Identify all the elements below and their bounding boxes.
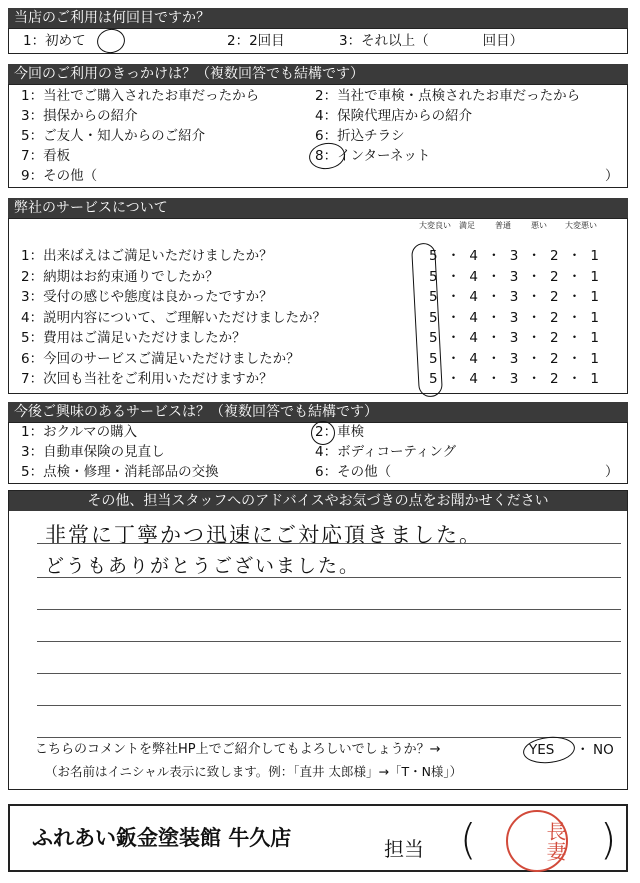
section2-title: 今回のご利用のきっかけは？（複数回答でも結構です） xyxy=(14,66,364,82)
rating-option[interactable]: 4 xyxy=(469,248,478,264)
question-7: 7：次回も当社をご利用いただけますか？ xyxy=(21,371,273,387)
publish-yes[interactable]: YES xyxy=(529,742,555,758)
rating-scale-6 xyxy=(429,350,599,368)
rating-option[interactable]: 2 xyxy=(550,309,559,326)
trigger-item-8-circle xyxy=(307,141,346,172)
interest-item-6-close: ） xyxy=(605,464,619,480)
staff-seal xyxy=(506,810,568,872)
rating-option[interactable]: 3 xyxy=(509,350,519,367)
rating-option[interactable]: 2 xyxy=(550,248,559,264)
interest-item-2-circle xyxy=(311,421,335,445)
rating-option[interactable]: 3 xyxy=(509,289,519,305)
rating-separator: ・ xyxy=(446,330,461,346)
question-5: 5：費用はご満足いただけましたか？ xyxy=(21,330,246,346)
rating-option[interactable]: 3 xyxy=(509,309,519,326)
rating-separator: ・ xyxy=(567,371,582,387)
rating-option[interactable]: 3 xyxy=(509,248,519,264)
rating-option[interactable]: 1 xyxy=(590,268,599,285)
rating-separator: ・ xyxy=(487,350,501,367)
rating-option[interactable]: 4 xyxy=(469,289,478,305)
section1-box xyxy=(8,28,628,54)
rating-separator: ・ xyxy=(527,289,541,305)
rating-separator: ・ xyxy=(527,350,541,367)
rating-separator: ・ xyxy=(487,289,501,305)
shop-name: ふれあい鈑金塗装館 牛久店 xyxy=(32,826,292,850)
initial-note: （お名前はイニシャル表示に致します。例：「直井 太郎様」→「T・N様」） xyxy=(45,764,463,779)
rating-option[interactable]: 5 xyxy=(429,289,438,305)
section4-box xyxy=(8,422,628,484)
rating-option[interactable]: 4 xyxy=(469,268,478,285)
trigger-item-8[interactable]: 8：インターネット xyxy=(315,148,431,164)
rating-option[interactable]: 4 xyxy=(469,309,478,326)
comment-rule xyxy=(37,705,621,706)
rating-scale-7 xyxy=(429,370,599,388)
section4-header xyxy=(8,402,628,422)
rating-scale-4 xyxy=(429,309,599,327)
rating-option[interactable]: 1 xyxy=(590,330,599,346)
rating-scale-1 xyxy=(429,247,599,265)
question-3: 3：受付の感じや態度は良かったですか？ xyxy=(21,289,273,305)
comment-rule xyxy=(37,641,621,642)
publish-no[interactable]: NO xyxy=(593,742,614,758)
comment-rule xyxy=(37,737,621,738)
rating-separator: ・ xyxy=(527,371,541,387)
section3-box xyxy=(8,218,628,394)
rating-separator: ・ xyxy=(527,248,541,264)
comment-rule xyxy=(37,543,621,544)
rating-separator: ・ xyxy=(567,248,582,264)
rating-option[interactable]: 5 xyxy=(429,268,438,285)
rating-option[interactable]: 4 xyxy=(469,350,478,367)
rating-separator: ・ xyxy=(527,268,541,285)
rating-option[interactable]: 5 xyxy=(429,248,438,264)
rating-separator: ・ xyxy=(487,371,501,387)
trigger-item-1[interactable]: 1：当社でご購入されたお車だったから xyxy=(21,88,260,104)
comment-rule xyxy=(37,673,621,674)
question-1: 1：出来ばえはご満足いただけましたか？ xyxy=(21,248,273,264)
rating-separator: ・ xyxy=(446,309,461,326)
trigger-item-7[interactable]: 7：看板 xyxy=(21,148,71,164)
section3-header xyxy=(8,198,628,218)
rating-option[interactable]: 2 xyxy=(550,330,559,346)
rating-separator: ・ xyxy=(567,330,582,346)
comment-line-1[interactable]: 非常に丁寧かつ迅速にご対応頂きました。 xyxy=(45,523,482,547)
rating-scale-5 xyxy=(429,329,599,347)
interest-item-6[interactable]: 6：その他（ xyxy=(315,464,392,480)
comment-rule xyxy=(37,609,621,610)
rating-option[interactable]: 1 xyxy=(590,289,599,305)
rating-5-circles xyxy=(411,242,443,397)
section1-header xyxy=(8,8,628,28)
section5-header xyxy=(9,491,627,511)
interest-item-2[interactable]: 2：車検 xyxy=(315,424,365,440)
scale-label-satisfied: 満足 xyxy=(459,221,475,230)
section2-box xyxy=(8,84,628,188)
trigger-item-5[interactable]: 5：ご友人・知人からのご紹介 xyxy=(21,128,206,144)
publish-yes-circle xyxy=(522,734,576,765)
staff-paren-close: ) xyxy=(600,815,617,864)
question-2: 2：納期はお約束通りでしたか？ xyxy=(21,268,219,285)
question-4: 4：説明内容について、ご理解いただけましたか？ xyxy=(21,309,327,326)
rating-option[interactable]: 5 xyxy=(429,309,438,326)
rating-separator: ・ xyxy=(527,330,541,346)
rating-scale-2 xyxy=(429,268,599,286)
scale-label-very-bad: 大変悪い xyxy=(565,221,597,230)
seal-text: 長妻 xyxy=(543,821,567,861)
rating-option[interactable]: 4 xyxy=(469,330,478,346)
trigger-item-2[interactable]: 2：当社で車検・点検されたお車だったから xyxy=(315,88,581,104)
visit-option-1-circle xyxy=(95,27,127,55)
rating-separator: ・ xyxy=(446,350,461,367)
rating-option[interactable]: 3 xyxy=(509,268,519,285)
rating-separator: ・ xyxy=(446,289,461,305)
section1-title: 当店のご利用は何回目ですか？ xyxy=(14,10,210,26)
visit-option-3[interactable]: 3：それ以上（ 回目） xyxy=(339,33,524,49)
trigger-item-9-close: ） xyxy=(605,168,619,184)
rating-separator: ・ xyxy=(446,268,461,285)
rating-option[interactable]: 1 xyxy=(590,248,599,264)
rating-option[interactable]: 2 xyxy=(550,289,559,305)
visit-option-2[interactable]: 2：2回目 xyxy=(227,33,285,49)
staff-paren-open: ( xyxy=(460,815,477,864)
rating-separator: ・ xyxy=(487,330,501,346)
rating-separator: ・ xyxy=(487,248,501,264)
section5-title: その他、担当スタッフへのアドバイスやお気づきの点をお聞かせください xyxy=(87,493,549,509)
rating-option[interactable]: 5 xyxy=(429,371,438,387)
rating-separator: ・ xyxy=(446,371,461,387)
staff-label: 担当 xyxy=(384,837,424,861)
comment-rule xyxy=(37,577,621,578)
section3-title: 弊社のサービスについて xyxy=(14,200,168,216)
interest-item-3[interactable]: 3：自動車保険の見直し xyxy=(21,444,165,460)
rating-separator: ・ xyxy=(527,309,541,326)
question-6: 6：今回のサービスご満足いただけましたか？ xyxy=(21,350,300,367)
scale-label-bad: 悪い xyxy=(531,221,547,230)
rating-separator: ・ xyxy=(567,309,582,326)
scale-label-very-good: 大変良い xyxy=(419,221,451,230)
rating-separator: ・ xyxy=(487,309,501,326)
publish-dot: ・ xyxy=(576,742,590,758)
rating-option[interactable]: 5 xyxy=(429,350,438,367)
footer-box xyxy=(8,804,628,872)
rating-option[interactable]: 1 xyxy=(590,371,599,387)
rating-scale-3 xyxy=(429,288,599,306)
trigger-item-4[interactable]: 4：保険代理店からの紹介 xyxy=(315,108,473,124)
rating-option[interactable]: 2 xyxy=(550,268,559,285)
interest-item-4[interactable]: 4：ボディコーティング xyxy=(315,444,457,460)
trigger-item-3[interactable]: 3：損保からの紹介 xyxy=(21,108,138,124)
rating-option[interactable]: 4 xyxy=(469,371,478,387)
rating-option[interactable]: 3 xyxy=(509,330,519,346)
rating-separator: ・ xyxy=(567,350,582,367)
section4-title: 今後ご興味のあるサービスは？（複数回答でも結構です） xyxy=(14,404,378,420)
scale-label-normal: 普通 xyxy=(495,221,511,230)
rating-separator: ・ xyxy=(567,289,582,305)
rating-separator: ・ xyxy=(567,268,582,285)
visit-option-1[interactable]: 1：初めて xyxy=(23,33,86,49)
section2-header xyxy=(8,64,628,84)
publish-question: こちらのコメントを弊社HP上でご紹介してもよろしいでしょうか？→ xyxy=(35,742,441,757)
interest-item-1[interactable]: 1：おクルマの購入 xyxy=(21,424,138,440)
interest-item-5[interactable]: 5：点検・修理・消耗部品の交換 xyxy=(21,464,219,480)
rating-option[interactable]: 1 xyxy=(590,350,599,367)
rating-separator: ・ xyxy=(446,248,461,264)
rating-option[interactable]: 1 xyxy=(590,309,599,326)
rating-separator: ・ xyxy=(487,268,501,285)
trigger-item-6[interactable]: 6：折込チラシ xyxy=(315,128,405,144)
rating-option[interactable]: 3 xyxy=(509,371,519,387)
rating-option[interactable]: 5 xyxy=(429,330,438,346)
rating-option[interactable]: 2 xyxy=(550,350,559,367)
section5-box xyxy=(8,490,628,790)
rating-option[interactable]: 2 xyxy=(550,371,559,387)
comment-line-2[interactable]: どうもありがとうございました。 xyxy=(45,555,361,577)
trigger-item-9[interactable]: 9：その他（ xyxy=(21,168,98,184)
